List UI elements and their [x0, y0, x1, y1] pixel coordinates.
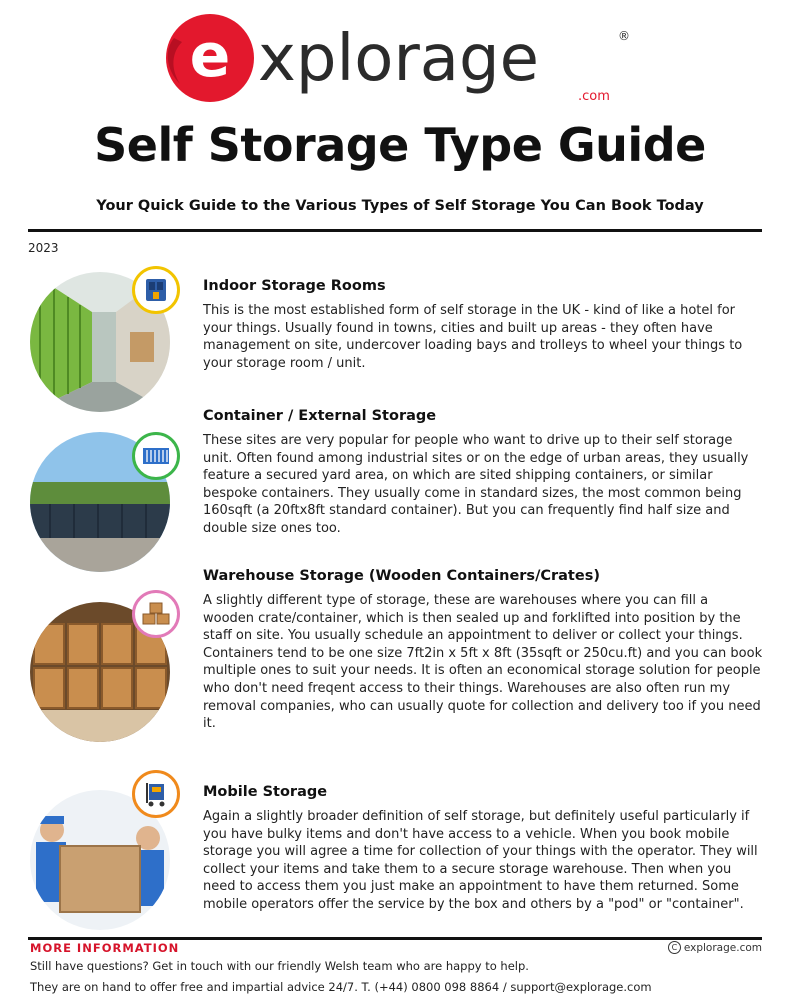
page-subtitle: Your Quick Guide to the Various Types of Self Storage You Can Book Today: [96, 198, 704, 214]
wooden-crates-icon: [132, 590, 180, 638]
moving-trolley-icon: [132, 770, 180, 818]
explorage-logo: [0, 8, 800, 108]
section-body: Again a slightly broader definition of self storage, but definitely useful particularly if you have bulky items and don't have access to a vehicle. When you book mobile storage you will agree a time for collection of your things with the operator. They will collect your items and take them to a secure storage warehouse. Then when you need to access them you just make an appointment to have them returned. Some mobile operators offer the service by the box and others by a "pod" or "container".: [203, 809, 758, 912]
copyright-icon: C: [668, 941, 681, 954]
copyright-notice: [668, 941, 762, 954]
storage-locker-icon: [132, 266, 180, 314]
year-label: 2023: [28, 241, 59, 255]
section-container-storage: [30, 402, 770, 572]
logo-wordmark: xplorage: [258, 22, 539, 96]
shipping-container-icon: [132, 432, 180, 480]
section-heading: Mobile Storage: [203, 784, 328, 800]
header-divider: [28, 229, 762, 232]
section-body: These sites are very popular for people who want to drive up to their self storage unit. Often found among industrial sites or on the edge of urban areas, they usually feature a secured yard area, on which are sited shipping containers, or similar bespoke containers. They usually come in standard sizes, the most common being 160sqft (a 20ftx8ft standard container). But you can frequently find half size and double size ones too.: [203, 433, 749, 536]
section-heading: Container / External Storage: [203, 408, 437, 424]
footer-contact-line-1: Still have questions? Get in touch with our friendly Welsh team who are happy to help.: [30, 959, 529, 973]
logo-registered-mark: ®: [618, 29, 630, 43]
more-information-heading: MORE INFORMATION: [30, 941, 180, 955]
section-heading: Indoor Storage Rooms: [203, 278, 386, 294]
page-title: Self Storage Type Guide: [94, 118, 706, 172]
section-body: This is the most established form of self storage in the UK - kind of like a hotel for your things. Usually found in towns, cities and built up areas - they often have management on site, undercover loading bays and trolleys to wheel your things to your storage room / unit.: [203, 303, 743, 371]
logo-domain-suffix: .com: [578, 89, 610, 104]
section-heading: Warehouse Storage (Wooden Containers/Crates): [203, 568, 600, 584]
footer-contact-line-2[interactable]: They are on hand to offer free and impartial advice 24/7. T. (+44) 0800 098 8864 / support@explorage.com: [30, 980, 652, 994]
copyright-site[interactable]: explorage.com: [683, 941, 762, 954]
section-indoor-storage: [30, 270, 770, 420]
section-warehouse-storage: [30, 560, 770, 760]
logo-e-letter: e: [189, 21, 231, 91]
section-body: A slightly different type of storage, these are warehouses where you can fill a wooden crate/container, which is then sealed up and forklifted into position by the staff on site. You usually schedule an appointment to deliver or collect your things. Containers tend to be one size 7ft2in x 5ft x 8ft (35sqft or 250cu.ft) and you can book multiple ones to suit your needs. It is often an economical storage solution for people who don't need freqent access to their things. Warehouses are also often run my removal companies, who can usually quote for collection and delivery too if you need it.: [203, 593, 763, 732]
footer-divider: [28, 937, 762, 940]
section-mobile-storage: [30, 776, 770, 936]
